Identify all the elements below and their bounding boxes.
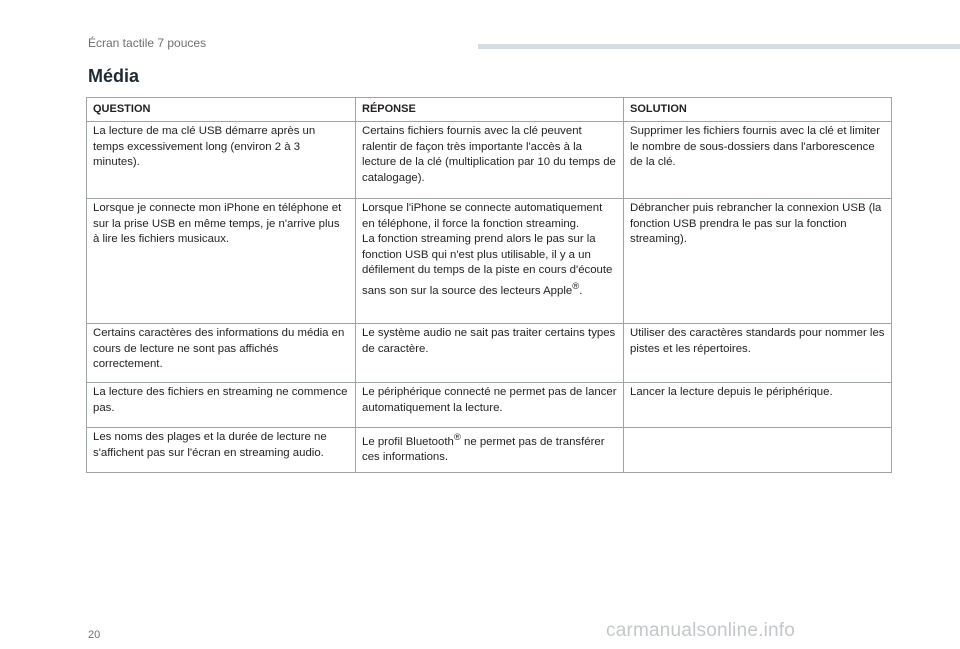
solution-cell: Débrancher puis rebrancher la connexion USB (la fonction USB prendra le pas sur la fonction streaming). [624,199,892,324]
answer-cell: Le périphérique connecté ne permet pas de lancer automatiquement la lecture. [356,383,624,428]
solution-cell [624,428,892,473]
header-divider-bar [478,44,960,49]
solution-cell: Utiliser des caractères standards pour nommer les pistes et les répertoires. [624,324,892,383]
question-cell: Certains caractères des informations du média en cours de lecture ne sont pas affichés correctement. [87,324,356,383]
watermark: carmanualsonline.info [606,620,796,641]
section-header: Écran tactile 7 pouces [88,36,207,50]
table-row [87,383,892,428]
answer-text: Le profil Bluetooth [362,435,454,448]
question-cell: La lecture des fichiers en streaming ne commence pas. [87,383,356,428]
table-row [87,122,892,199]
question-cell: Les noms des plages et la durée de lecture ne s'affichent pas sur l'écran en streaming audio. [87,428,356,473]
answer-text-end: . [579,284,583,297]
question-cell: La lecture de ma clé USB démarre après un temps excessivement long (environ 2 à 3 minutes). [87,122,356,199]
solution-cell: Lancer la lecture depuis le périphérique. [624,383,892,428]
column-header-solution: SOLUTION [624,98,892,122]
table-row [87,324,892,383]
answer-cell [356,199,624,324]
page-title: Média [88,66,140,86]
answer-paragraph: Lorsque l'iPhone se connecte automatiquement en téléphone, il force la fonction streaming. [362,202,603,230]
answer-cell: Certains fichiers fournis avec la clé peuvent ralentir de façon très importante l'accès à la lecture de la clé (multiplication par 10 du temps de catalogage). [356,122,624,199]
question-cell: Lorsque je connecte mon iPhone en téléphone et sur la prise USB en même temps, je n'arrive plus à lire les fichiers musicaux. [87,199,356,324]
column-header-answer: RÉPONSE [356,98,624,122]
table-row [87,428,892,473]
solution-cell: Supprimer les fichiers fournis avec la clé et limiter le nombre de sous-dossiers dans l'arborescence de la clé. [624,122,892,199]
answer-text-end: ne permet pas de transférer ces informations. [362,435,605,464]
table-header-row [87,98,892,122]
faq-table [86,97,892,473]
registered-mark: ® [453,432,461,443]
answer-cell: Le système audio ne sait pas traiter certains types de caractère. [356,324,624,383]
registered-mark: ® [572,280,580,292]
answer-text: La fonction streaming prend alors le pas sur la fonction USB qui n'est plus utilisable, il y a un défilement du temps de la piste en cours d'écoute sans son sur la source des lecteurs Apple [362,233,613,297]
answer-cell [356,428,624,473]
answer-paragraph [362,232,617,299]
table-row [87,199,892,324]
column-header-question: QUESTION [87,98,356,122]
page-number: 20 [88,629,101,641]
